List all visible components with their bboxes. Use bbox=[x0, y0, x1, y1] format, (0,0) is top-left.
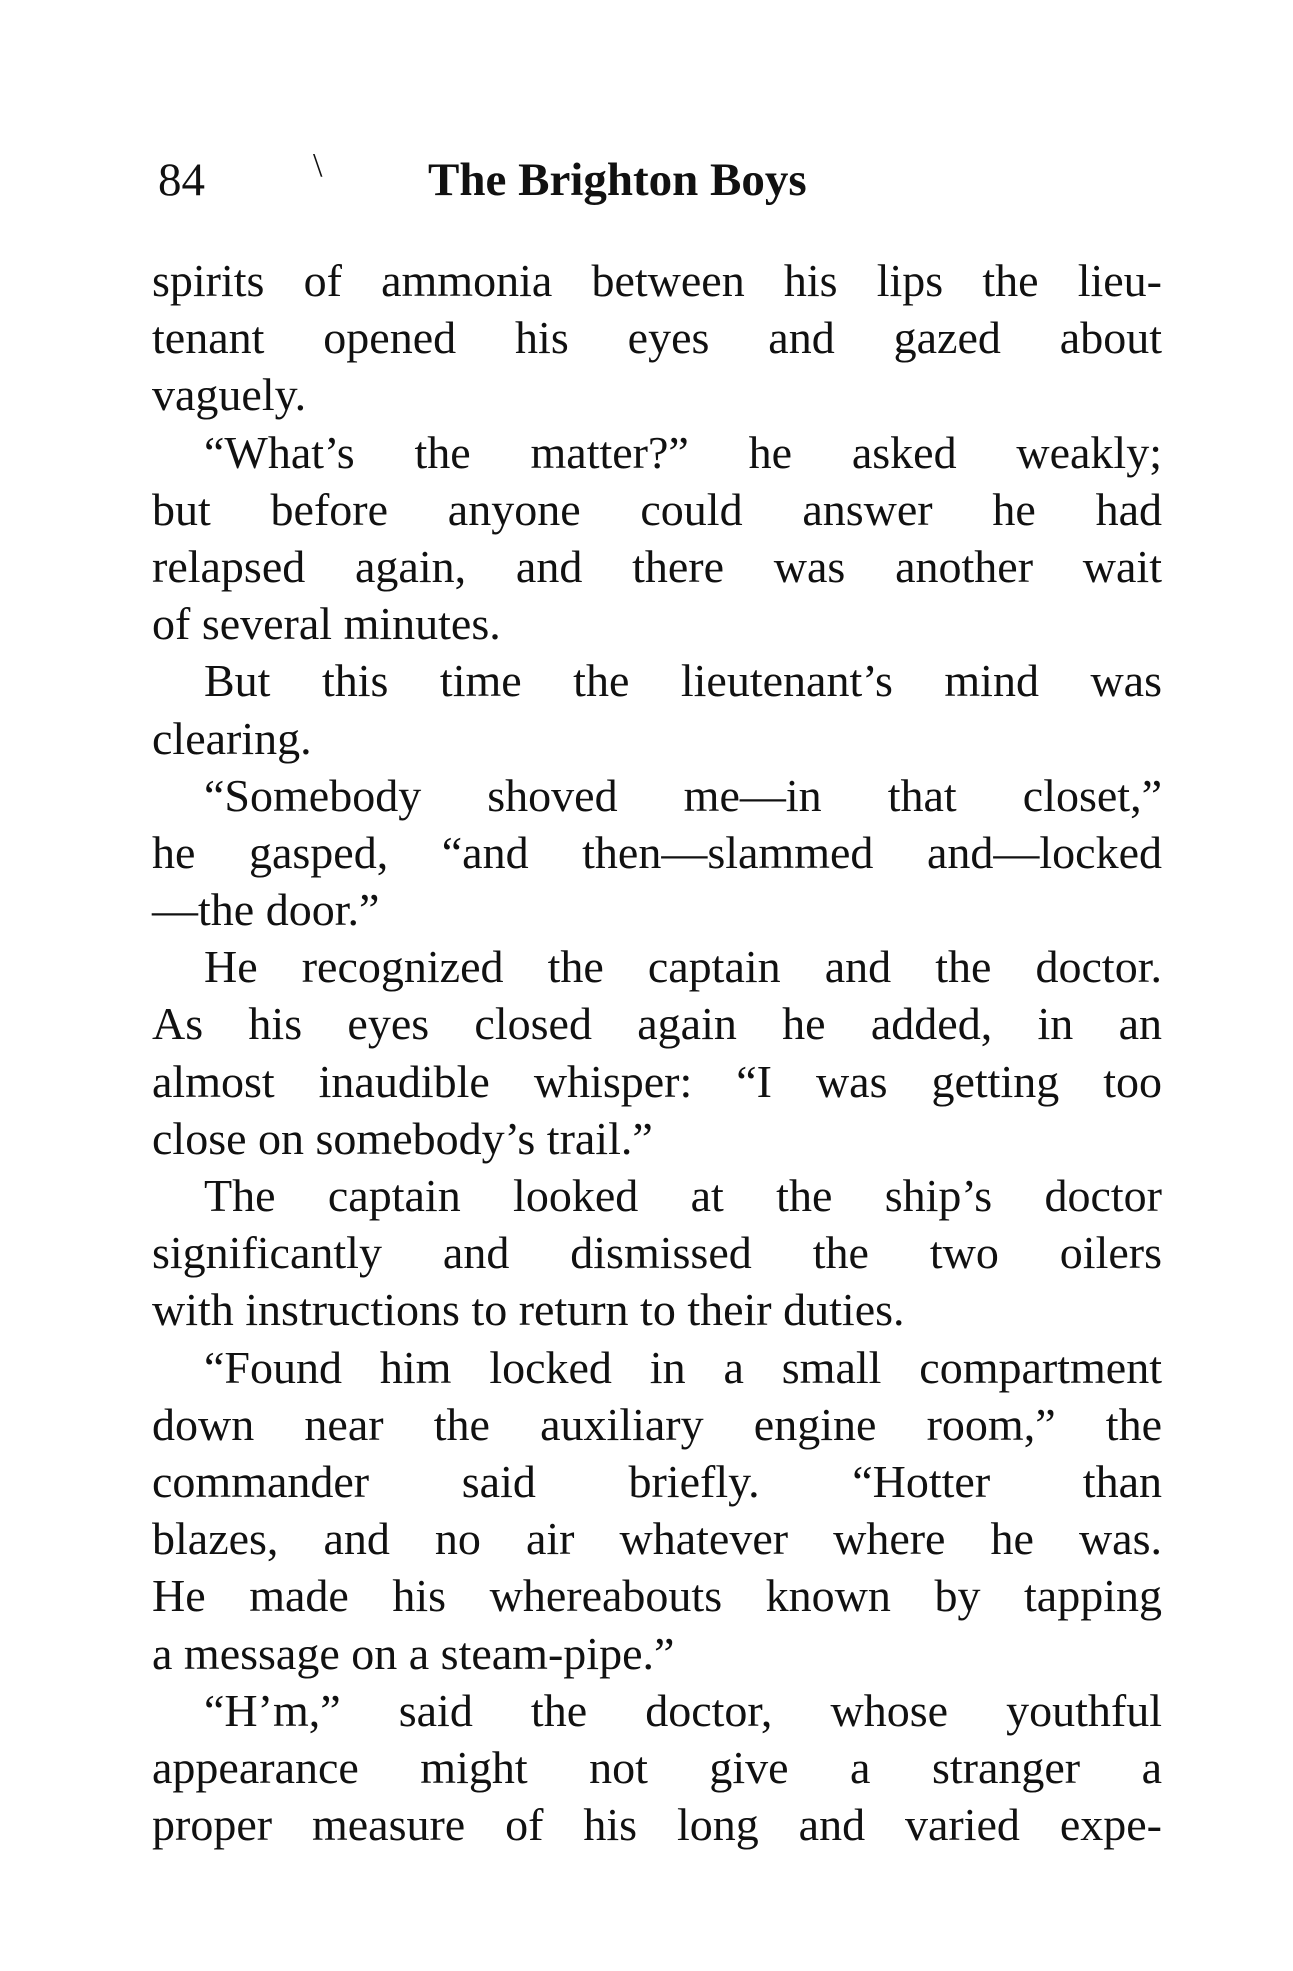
text-line: with instructions to return to their duties. bbox=[152, 1284, 905, 1336]
text-line: “Found him locked in a small compartment bbox=[204, 1341, 1162, 1393]
paragraph bbox=[152, 767, 1162, 939]
book-title: The Brighton Boys bbox=[428, 154, 807, 206]
paragraph bbox=[152, 652, 1162, 766]
text-line: appearance might not give a stranger a bbox=[152, 1741, 1162, 1793]
text-line: He made his whereabouts known by tapping bbox=[152, 1570, 1162, 1622]
page-number: 84 bbox=[158, 154, 205, 206]
text-line: spirits of ammonia between his lips the lieu- bbox=[152, 255, 1162, 306]
header-mark: \ bbox=[313, 147, 323, 184]
text-line: commander said briefly. “Hotter than bbox=[152, 1455, 1162, 1507]
paragraph bbox=[152, 252, 1162, 424]
paragraph bbox=[152, 938, 1162, 1167]
text-line: a message on a steam-pipe.” bbox=[152, 1627, 675, 1679]
paragraph bbox=[152, 1167, 1162, 1339]
paragraph bbox=[152, 1339, 1162, 1682]
text-line: —the door.” bbox=[152, 884, 380, 936]
text-line: significantly and dismissed the two oilers bbox=[152, 1227, 1162, 1279]
text-line: “Somebody shoved me—in that closet,” bbox=[204, 769, 1162, 821]
text-line: he gasped, “and then—slammed and—locked bbox=[152, 826, 1162, 878]
paragraph bbox=[152, 424, 1162, 653]
text-line: relapsed again, and there was another wait bbox=[152, 540, 1162, 592]
text-line: down near the auxiliary engine room,” the bbox=[152, 1398, 1162, 1450]
body-text bbox=[152, 252, 1162, 1853]
text-line: almost inaudible whisper: “I was getting too bbox=[152, 1055, 1162, 1107]
text-line: He recognized the captain and the doctor. bbox=[204, 941, 1162, 993]
text-line: But this time the lieutenant’s mind was bbox=[204, 655, 1162, 707]
text-line: of several minutes. bbox=[152, 598, 501, 650]
text-line: “What’s the matter?” he asked weakly; bbox=[204, 426, 1162, 478]
text-line: “H’m,” said the doctor, whose youthful bbox=[204, 1684, 1162, 1736]
running-head bbox=[158, 147, 1158, 210]
text-line: The captain looked at the ship’s doctor bbox=[204, 1170, 1162, 1221]
text-line: but before anyone could answer he had bbox=[152, 483, 1162, 535]
text-line: vaguely. bbox=[152, 369, 307, 421]
text-line: clearing. bbox=[152, 712, 312, 764]
text-line: tenant opened his eyes and gazed about bbox=[152, 312, 1162, 364]
text-line: blazes, and no air whatever where he was. bbox=[152, 1513, 1162, 1565]
text-line: close on somebody’s trail.” bbox=[152, 1112, 653, 1164]
paragraph bbox=[152, 1682, 1162, 1854]
text-line: proper measure of his long and varied expe- bbox=[152, 1799, 1162, 1851]
text-line: As his eyes closed again he added, in an bbox=[152, 998, 1162, 1050]
